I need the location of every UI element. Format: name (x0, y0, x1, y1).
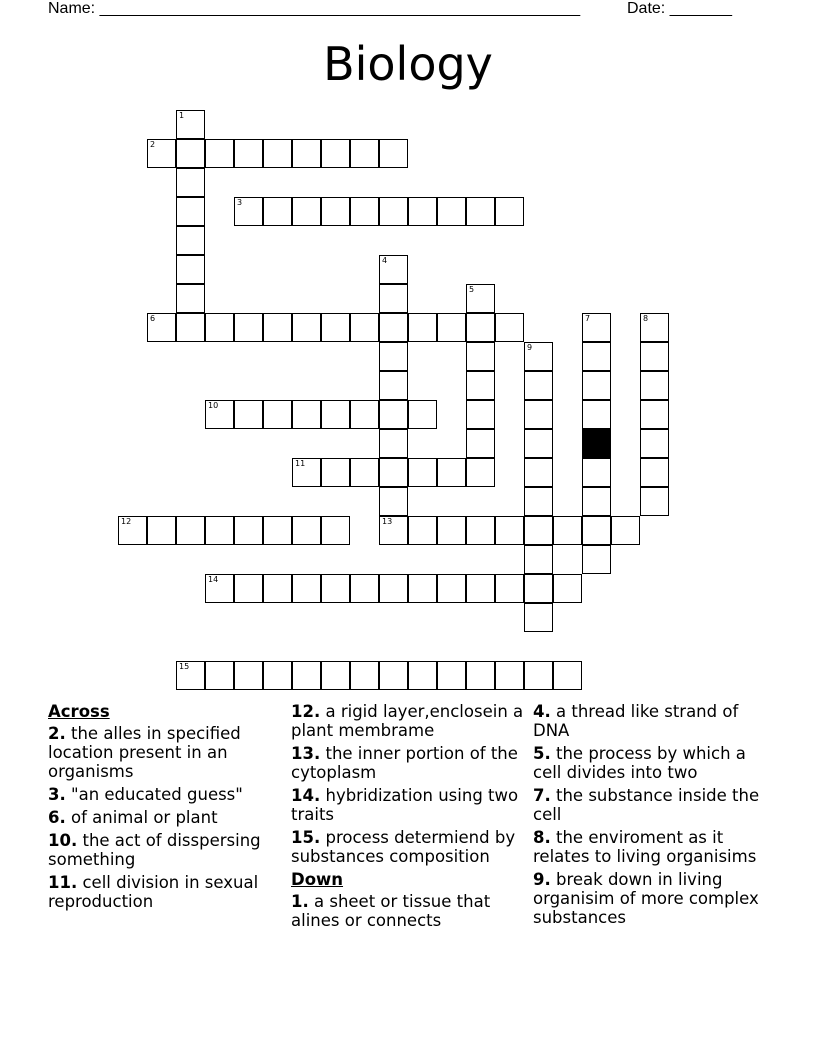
grid-cell[interactable] (379, 574, 408, 603)
grid-cell[interactable] (147, 313, 176, 342)
grid-cell[interactable] (408, 400, 437, 429)
grid-cell[interactable] (495, 313, 524, 342)
grid-cell[interactable] (437, 197, 466, 226)
grid-cell[interactable] (263, 197, 292, 226)
grid-cell[interactable] (263, 574, 292, 603)
clue-number-label: 3 (237, 198, 243, 207)
grid-cell[interactable] (350, 661, 379, 690)
grid-cell[interactable] (640, 342, 669, 371)
grid-cell[interactable] (350, 197, 379, 226)
grid-cell[interactable] (379, 139, 408, 168)
grid-cell[interactable] (524, 487, 553, 516)
grid-cell[interactable] (553, 574, 582, 603)
clue-number-label: 14 (208, 575, 219, 584)
grid-cell[interactable] (408, 458, 437, 487)
grid-cell[interactable] (176, 168, 205, 197)
grid-cell[interactable] (321, 516, 350, 545)
grid-cell[interactable] (408, 516, 437, 545)
grid-cell[interactable] (234, 400, 263, 429)
grid-cell[interactable] (495, 574, 524, 603)
grid-cell[interactable] (321, 661, 350, 690)
grid-cell[interactable] (292, 400, 321, 429)
grid-cell[interactable] (379, 400, 408, 429)
clue-number-label: 15 (179, 662, 190, 671)
clue-across-10: 10. the act of disspersing something (48, 831, 261, 869)
clue-down-7: 7. the substance inside the cell (533, 786, 760, 824)
grid-cell[interactable] (524, 545, 553, 574)
grid-cell[interactable] (205, 574, 234, 603)
clue-number-label: 7 (585, 314, 591, 323)
grid-cell[interactable] (640, 313, 669, 342)
clue-number-label: 11 (295, 459, 306, 468)
grid-cell[interactable] (611, 516, 640, 545)
grid-cell[interactable] (524, 429, 553, 458)
grid-cell[interactable] (176, 284, 205, 313)
grid-cell[interactable] (466, 371, 495, 400)
across-heading: Across (48, 702, 110, 721)
grid-cell[interactable] (437, 661, 466, 690)
grid-cell[interactable] (524, 603, 553, 632)
clue-number-label: 1 (179, 111, 185, 120)
grid-cell[interactable] (524, 516, 553, 545)
grid-cell[interactable] (379, 255, 408, 284)
grid-cell[interactable] (640, 487, 669, 516)
grid-cell[interactable] (379, 429, 408, 458)
grid-cell[interactable] (234, 661, 263, 690)
clue-number-label: 9 (527, 343, 533, 352)
page-title: Biology (323, 37, 493, 91)
clue-column-1 (48, 702, 284, 915)
down-heading: Down (291, 870, 344, 889)
grid-cell[interactable] (350, 458, 379, 487)
grid-cell[interactable] (495, 516, 524, 545)
clue-number-label: 10 (208, 401, 219, 410)
grid-cell[interactable] (321, 458, 350, 487)
grid-cell[interactable] (379, 371, 408, 400)
grid-cell[interactable] (466, 284, 495, 313)
grid-cell[interactable] (176, 255, 205, 284)
grid-cell[interactable] (553, 661, 582, 690)
name-field-label: Name: ______________________________________________________ (48, 0, 581, 17)
clue-number-label: 13 (382, 517, 393, 526)
grid-cell[interactable] (408, 661, 437, 690)
grid-cell[interactable] (263, 661, 292, 690)
grid-cell[interactable] (234, 574, 263, 603)
grid-cell[interactable] (437, 313, 466, 342)
grid-cell[interactable] (321, 197, 350, 226)
grid-cell[interactable] (350, 400, 379, 429)
grid-cell[interactable] (582, 516, 611, 545)
grid-cell[interactable] (292, 139, 321, 168)
grid-cell[interactable] (379, 342, 408, 371)
grid-cell[interactable] (408, 197, 437, 226)
clue-number-label: 6 (150, 314, 156, 323)
grid-cell[interactable] (640, 458, 669, 487)
clue-across-14: 14. hybridization using two traits (291, 786, 519, 824)
clue-across-2: 2. the alles in specified location present in an organisms (48, 724, 241, 781)
clue-down-5: 5. the process by which a cell divides into two (533, 744, 746, 782)
clue-number-label: 12 (121, 517, 132, 526)
grid-cell[interactable] (321, 400, 350, 429)
date-field-label: Date: _______ (627, 0, 732, 17)
grid-cell[interactable] (408, 313, 437, 342)
grid-cell[interactable] (205, 313, 234, 342)
grid-cell[interactable] (466, 516, 495, 545)
clue-across-12: 12. a rigid layer,enclosein a plant membrame (291, 702, 524, 740)
grid-cell[interactable] (524, 400, 553, 429)
grid-cell[interactable] (524, 574, 553, 603)
grid-cell[interactable] (234, 197, 263, 226)
grid-cell[interactable] (524, 371, 553, 400)
clue-across-6: 6. of animal or plant (48, 808, 218, 827)
grid-cell[interactable] (176, 226, 205, 255)
grid-cell[interactable] (379, 313, 408, 342)
grid-cell[interactable] (118, 516, 147, 545)
grid-cell[interactable] (466, 429, 495, 458)
grid-cell[interactable] (292, 574, 321, 603)
grid-cell[interactable] (466, 197, 495, 226)
grid-cell[interactable] (176, 139, 205, 168)
clue-down-4: 4. a thread like strand of DNA (533, 702, 739, 740)
clue-column-3 (533, 702, 769, 931)
clue-number-label: 4 (382, 256, 388, 265)
grid-cell[interactable] (437, 458, 466, 487)
grid-cell[interactable] (263, 400, 292, 429)
grid-cell[interactable] (582, 342, 611, 371)
grid-cell[interactable] (640, 429, 669, 458)
grid-cell[interactable] (640, 400, 669, 429)
grid-cell[interactable] (379, 487, 408, 516)
grid-cell[interactable] (553, 516, 582, 545)
clue-across-15: 15. process determiend by substances composition (291, 828, 516, 866)
grid-cell[interactable] (379, 661, 408, 690)
grid-cell[interactable] (379, 197, 408, 226)
grid-cell[interactable] (350, 313, 379, 342)
grid-cell[interactable] (292, 516, 321, 545)
grid-cell[interactable] (582, 545, 611, 574)
grid-cell[interactable] (495, 197, 524, 226)
grid-cell[interactable] (582, 313, 611, 342)
grid-cell[interactable] (321, 313, 350, 342)
grid-cell[interactable] (582, 458, 611, 487)
grid-cell[interactable] (379, 516, 408, 545)
grid-cell[interactable] (321, 139, 350, 168)
grid-cell[interactable] (437, 516, 466, 545)
grid-cell[interactable] (234, 313, 263, 342)
clue-column-2 (291, 702, 527, 934)
grid-cell[interactable] (582, 487, 611, 516)
grid-cell[interactable] (292, 313, 321, 342)
grid-cell[interactable] (379, 284, 408, 313)
clue-across-3: 3. "an educated guess" (48, 785, 243, 804)
grid-cell[interactable] (176, 197, 205, 226)
grid-cell[interactable] (466, 574, 495, 603)
grid-cell[interactable] (147, 516, 176, 545)
grid-cell[interactable] (524, 458, 553, 487)
grid-cell[interactable] (292, 661, 321, 690)
grid-cell[interactable] (205, 400, 234, 429)
grid-cell[interactable] (263, 139, 292, 168)
grid-cell[interactable] (466, 313, 495, 342)
clue-number-label: 8 (643, 314, 649, 323)
clue-across-11: 11. cell division in sexual reproduction (48, 873, 259, 911)
clue-down-9: 9. break down in living organisim of more complex substances (533, 870, 759, 927)
grid-cell[interactable] (408, 574, 437, 603)
clue-across-13: 13. the inner portion of the cytoplasm (291, 744, 518, 782)
grid-cell[interactable] (234, 516, 263, 545)
grid-cell[interactable] (292, 458, 321, 487)
grid-cell[interactable] (205, 516, 234, 545)
grid-cell[interactable] (350, 139, 379, 168)
grid-cell[interactable] (176, 661, 205, 690)
grid-cell[interactable] (263, 313, 292, 342)
grid-cell[interactable] (640, 371, 669, 400)
grid-cell[interactable] (350, 574, 379, 603)
grid-cell[interactable] (495, 661, 524, 690)
grid-cell[interactable] (176, 313, 205, 342)
grid-cell[interactable] (292, 197, 321, 226)
grid-cell[interactable] (524, 342, 553, 371)
grid-cell[interactable] (205, 139, 234, 168)
grid-cell[interactable] (582, 371, 611, 400)
grid-cell[interactable] (234, 139, 263, 168)
grid-cell[interactable] (176, 110, 205, 139)
clue-number-label: 5 (469, 285, 475, 294)
grid-cell[interactable] (466, 661, 495, 690)
grid-cell[interactable] (263, 516, 292, 545)
grid-cell[interactable] (321, 574, 350, 603)
clue-down-8: 8. the enviroment as it relates to living organisims (533, 828, 757, 866)
grid-cell[interactable] (205, 661, 234, 690)
grid-cell[interactable] (466, 400, 495, 429)
grid-cell[interactable] (147, 139, 176, 168)
grid-cell[interactable] (379, 458, 408, 487)
grid-cell[interactable] (176, 516, 205, 545)
clue-number-label: 2 (150, 140, 156, 149)
grid-cell[interactable] (582, 400, 611, 429)
grid-cell[interactable] (466, 458, 495, 487)
clue-down-1: 1. a sheet or tissue that alines or connects (291, 892, 491, 930)
grid-black-cell (582, 429, 611, 458)
grid-cell[interactable] (466, 342, 495, 371)
grid-cell[interactable] (524, 661, 553, 690)
grid-cell[interactable] (437, 574, 466, 603)
